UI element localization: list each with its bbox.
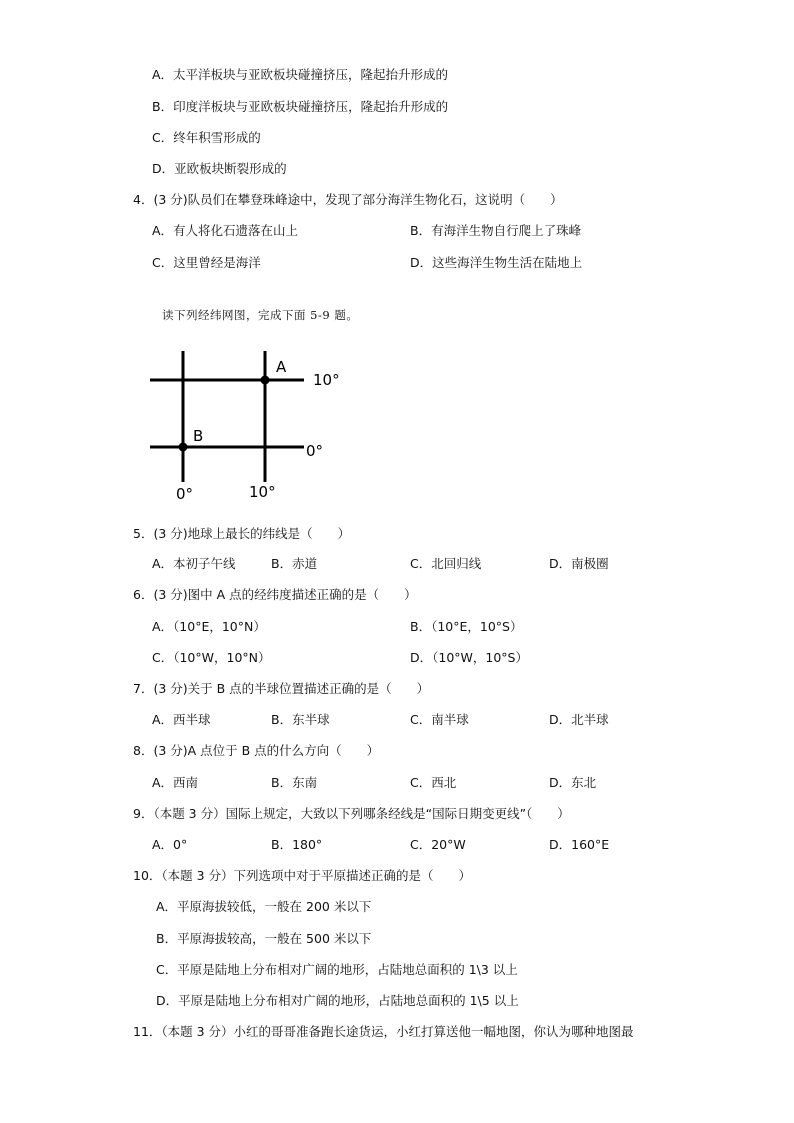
q5-option-c: C．北回归线	[410, 556, 482, 571]
q6-option-a: A．（10°E，10°N）	[152, 619, 266, 634]
q4-stem: 4．(3 分)队员们在攀登珠峰途中，发现了部分海洋生物化石，这说明（ ）	[133, 192, 563, 207]
q8-option-b: B．东南	[271, 775, 318, 790]
point-b-label: B	[193, 427, 204, 445]
q9-option-b: B．180°	[271, 837, 323, 852]
q3-option-d: D．亚欧板块断裂形成的	[152, 161, 287, 176]
q5-option-d: D．南极圈	[549, 556, 609, 571]
q4-option-a: A．有人将化石遗落在山上	[152, 223, 299, 238]
q7-option-c: C．南半球	[410, 712, 469, 727]
q5-option-a: A．本初子午线	[152, 556, 236, 571]
q6-option-d: D．（10°W，10°S）	[410, 650, 528, 665]
lat-top-label: 10°	[313, 371, 340, 389]
q9-option-d: D．160°E	[549, 837, 610, 852]
q3-option-b: B．印度洋板块与亚欧板块碰撞挤压，隆起抬升形成的	[152, 99, 449, 114]
q10-option-d: D．平原是陆地上分布相对广阔的地形，占陆地总面积的 1\5 以上	[156, 993, 519, 1008]
q4-option-d: D．这些海洋生物生活在陆地上	[410, 255, 583, 270]
q5-stem: 5．(3 分)地球上最长的纬线是（ ）	[133, 526, 351, 541]
diagram-intro: 读下列经纬网图，完成下面 5-9 题。	[162, 308, 359, 322]
q4-option-c: C．这里曾经是海洋	[152, 255, 261, 270]
point-a-label: A	[276, 358, 287, 376]
q10-option-b: B．平原海拔较高，一般在 500 米以下	[156, 931, 372, 946]
q4-option-b: B．有海洋生物自行爬上了珠峰	[410, 223, 582, 238]
q8-option-c: C．西北	[410, 775, 457, 790]
q10-stem: 10．（本题 3 分）下列选项中对于平原描述正确的是（ ）	[133, 868, 472, 883]
q3-option-c: C．终年积雪形成的	[152, 130, 261, 145]
q8-option-d: D．东北	[549, 775, 597, 790]
lat-bottom-label: 0°	[306, 442, 324, 460]
q7-option-a: A．西半球	[152, 712, 211, 727]
lon-right-label: 10°	[249, 483, 276, 501]
q3-option-a: A．太平洋板块与亚欧板块碰撞挤压，隆起抬升形成的	[152, 67, 449, 82]
q5-option-b: B．赤道	[271, 556, 318, 571]
q7-option-d: D．北半球	[549, 712, 609, 727]
q9-option-a: A．0°	[152, 837, 188, 852]
q8-option-a: A．西南	[152, 775, 199, 790]
q10-option-c: C．平原是陆地上分布相对广阔的地形，占陆地总面积的 1\3 以上	[156, 962, 518, 977]
q6-option-b: B．（10°E，10°S）	[410, 619, 523, 634]
q8-stem: 8．(3 分)A 点位于 B 点的什么方向（ ）	[133, 743, 380, 758]
lon-left-label: 0°	[176, 485, 194, 503]
q6-option-c: C．（10°W，10°N）	[152, 650, 271, 665]
q6-stem: 6．(3 分)图中 A 点的经纬度描述正确的是（ ）	[133, 587, 417, 602]
q9-option-c: C．20°W	[410, 837, 466, 852]
point-a-marker	[261, 376, 270, 385]
q7-option-b: B．东半球	[271, 712, 330, 727]
q9-stem: 9．（本题 3 分）国际上规定，大致以下列哪条经线是“国际日期变更线”（ ）	[133, 806, 570, 821]
q11-stem: 11．（本题 3 分）小红的哥哥准备跑长途货运，小红打算送他一幅地图，你认为哪种地图最	[133, 1024, 634, 1039]
q10-option-a: A．平原海拔较低，一般在 200 米以下	[156, 899, 372, 914]
point-b-marker	[179, 443, 188, 452]
q7-stem: 7．(3 分)关于 B 点的半球位置描述正确的是（ ）	[133, 681, 430, 696]
